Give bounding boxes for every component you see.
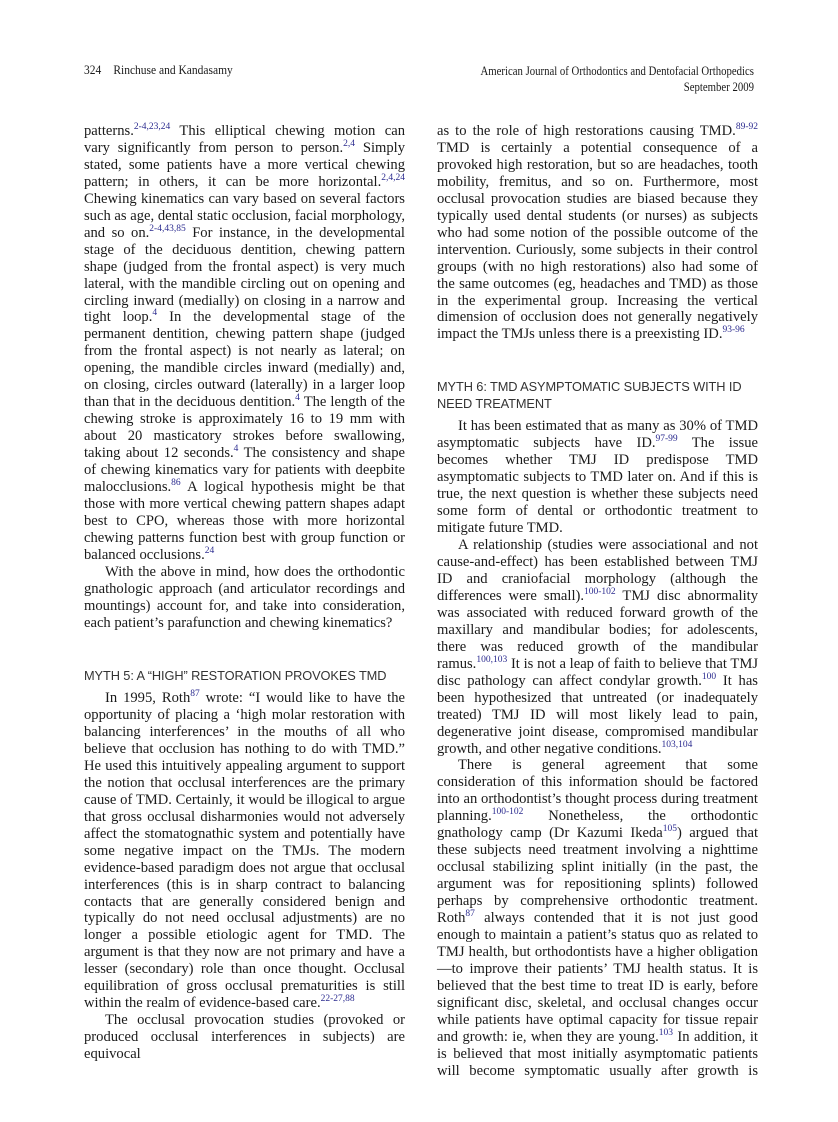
text-run: For instance, in the developmental stage of the deciduous dentition, chewing pattern shape (judged from the frontal aspect) is very much lateral, with the mandible circling out on opening and circling inward (medially) on closing in a narrow and tight loop. <box>84 224 405 326</box>
section-heading-myth-5: MYTH 5: A “HIGH” RESTORATION PROVOKES TMD <box>84 667 387 683</box>
author-names: Rinchuse and Kandasamy <box>113 63 233 77</box>
citation[interactable]: 100,103 <box>476 654 508 665</box>
citation[interactable]: 105 <box>662 824 677 835</box>
text-run: Nonetheless, the orthodontic gnathology camp (Dr Kazumi Ikeda <box>437 808 758 842</box>
text-run: In the developmental stage of the permanent dentition, chewing pattern shape (judged from the frontal aspect) is not nearly as lateral; on opening, the mandible circles inward (medially) and, on closing, circles outward (laterally) in a larger loop than that in the deciduous dentition. <box>84 309 405 411</box>
text-run: The length of the chewing stroke is approximately 16 to 19 mm with about 20 masticatory strokes before swallowing, taking about 12 seconds. <box>84 394 405 462</box>
paragraph <box>437 757 758 1079</box>
text-run: as to the role of high restorations causing TMD. <box>437 123 736 139</box>
citation[interactable]: 97-99 <box>655 434 678 445</box>
right-column <box>437 123 758 1080</box>
citation[interactable]: 87 <box>190 689 200 700</box>
citation[interactable]: 89-92 <box>735 122 758 132</box>
text-run: The consistency and shape of chewing kinematics vary for patients with deepbite malocclusions. <box>84 445 405 496</box>
citation[interactable]: 93-96 <box>722 325 745 336</box>
citation[interactable]: 86 <box>171 478 181 489</box>
text-run: ) argued that these subjects need treatment involving a nighttime occlusal stabilizing splint initially (in the past, the argument was for repositioning splints) followed perhaps by comprehensive orthodontic treatment. Roth <box>437 825 758 927</box>
paragraph: The occlusal provocation studies (provoked or produced occlusal interferences in subjects) are equivocal <box>84 1012 405 1063</box>
citation[interactable]: 2-4,23,24 <box>133 122 171 132</box>
text-run: This elliptical chewing motion can vary significantly from person to person. <box>84 123 405 156</box>
paragraph <box>84 690 405 1012</box>
text-run: It has been hypothesized that untreated (or inadequately treated) TMJ ID will most likely lead to pain, degenerative joint disease, compromised mandibular growth, and other negative conditions. <box>437 672 758 757</box>
spacer <box>84 632 405 668</box>
citation[interactable]: 103,104 <box>661 739 693 750</box>
paragraph <box>437 123 758 343</box>
citation[interactable]: 4 <box>152 308 158 319</box>
paragraph <box>437 418 758 537</box>
paragraph <box>437 537 758 757</box>
citation[interactable]: 22-27,88 <box>320 994 355 1005</box>
citation[interactable]: 87 <box>465 909 475 920</box>
running-head-right <box>436 63 754 95</box>
text-run: A relationship (studies were associational and not cause-and-effect) has been established between TMJ ID and craniofacial morphology (although the differences were small). <box>437 537 758 604</box>
text-run: It has been estimated that as many as 30% of TMD asymptomatic subjects have ID. <box>437 418 758 452</box>
issue-date: September 2009 <box>683 80 754 94</box>
running-head-left <box>84 63 233 78</box>
paragraph <box>84 123 405 564</box>
page-number: 324 <box>84 63 102 77</box>
citation[interactable]: 2,4 <box>343 138 356 149</box>
paragraph: With the above in mind, how does the orthodontic gnathologic approach (and articulator recordings and mountings) account for, and take into consideration, each patient’s parafunction and chewing kinematics? <box>84 563 405 631</box>
citation[interactable]: 100-102 <box>584 586 616 597</box>
text-run: wrote: “I would like to have the opportunity of placing a ‘high molar restoration with balancing interferences’ in the mouths of all who believe that occlusion has nothing to do with TMD.” He used this intuitively appealing argument to support the notion that occlusal interferences are the primary cause of TMD. Certainly, it would be illogical to argue that gross occlusal disharmonies would not adversely affect the stomatognathic system and potentially have some negative impact on the TMJs. The modern evidence-based paradigm does not argue that occlusal interferences (this is in sharp contract to balancing contacts that are generally considered benign and typically do not need occlusal adjustments) are no longer a possible etiologic agent for TMD. The argument is that they now are not primary and have a lesser (secondary) role than once thought. Occlusal equilibration of gross occlusal prematurities is still within the realm of evidence-based care. <box>84 690 405 1012</box>
left-column <box>84 123 405 1063</box>
citation[interactable]: 2-4,43,85 <box>149 223 186 234</box>
journal-title: American Journal of Orthodontics and Dentofacial Orthopedics <box>480 64 754 78</box>
text-run: There is general agreement that some consideration of this information should be factored into an orthodontist’s thought process during treatment planning. <box>437 757 758 825</box>
citation[interactable]: 103 <box>658 1027 674 1038</box>
citation[interactable]: 100-102 <box>491 807 524 818</box>
text-run: A logical hypothesis might be that those with more vertical chewing pattern shapes adapt best to CPO, whereas those with more horizontal chewing patterns function best with group function or balanced occlusions. <box>84 479 405 563</box>
text-run: Simply stated, some patients have a more vertical chewing pattern; in others, it can be more horizontal. <box>84 139 405 190</box>
text-run: always contended that it is not just good enough to maintain a patient’s status quo as related to TMJ health, but orthodontists have a higher obligation—to improve their patients’ TMJ health status. It is believed that the best time to treat ID is early, before significant disc, skeletal, and occlusal changes occur while patients have optimal capacity for tissue repair and growth: ie, when they are young. <box>437 910 758 1045</box>
text-run: In addition, it is believed that most initially asymptomatic patients will become symptomatic usually after growth is <box>437 1028 758 1079</box>
citation[interactable]: 24 <box>204 545 215 556</box>
citation[interactable]: 4 <box>233 444 239 455</box>
text-run: It is not a leap of faith to believe that TMJ disc pathology can affect condylar growth. <box>437 655 758 689</box>
citation[interactable]: 2,4,24 <box>381 172 405 183</box>
text-run: In 1995, Roth <box>105 690 191 707</box>
text-run: TMD is certainly a potential consequence of a provoked high restoration, but so are headaches, tooth mobility, fremitus, and so on. Furthermore, most occlusal provocation studies are biased because they typically used dental students (or nurses) as subjects who had some notion of the possible outcome of the intervention. Curiously, some subjects in their control groups (with no high restorations) also had some of the same outcomes (eg, headaches and TMD) as those in the experimental group. Increasing the vertical dimension of occlusion does not generally negatively impact the TMJs unless there is a preexisting ID. <box>437 139 758 343</box>
spacer <box>437 343 758 379</box>
citation[interactable]: 4 <box>295 393 300 404</box>
text-run: patterns. <box>84 123 134 139</box>
section-heading-myth-6: MYTH 6: TMD ASYMPTOMATIC SUBJECTS WITH ID NEED TREATMENT <box>437 379 742 411</box>
citation[interactable]: 100 <box>701 671 717 682</box>
text-run: TMJ disc abnormality was associated with reduced forward growth of the maxillary and mandibular bodies; for adolescents, there was reduced growth of the mandibular ramus. <box>437 587 758 672</box>
text-run: The issue becomes whether TMJ ID predispose TMD asymptomatic subjects to TMD later on. And if this is true, the next question is whether these subjects need some form of dental or orthodontic treatment to mitigate future TMD. <box>437 435 758 537</box>
text-run: Chewing kinematics can vary based on several factors such as age, dental static occlusion, facial morphology, and so on. <box>84 190 405 241</box>
